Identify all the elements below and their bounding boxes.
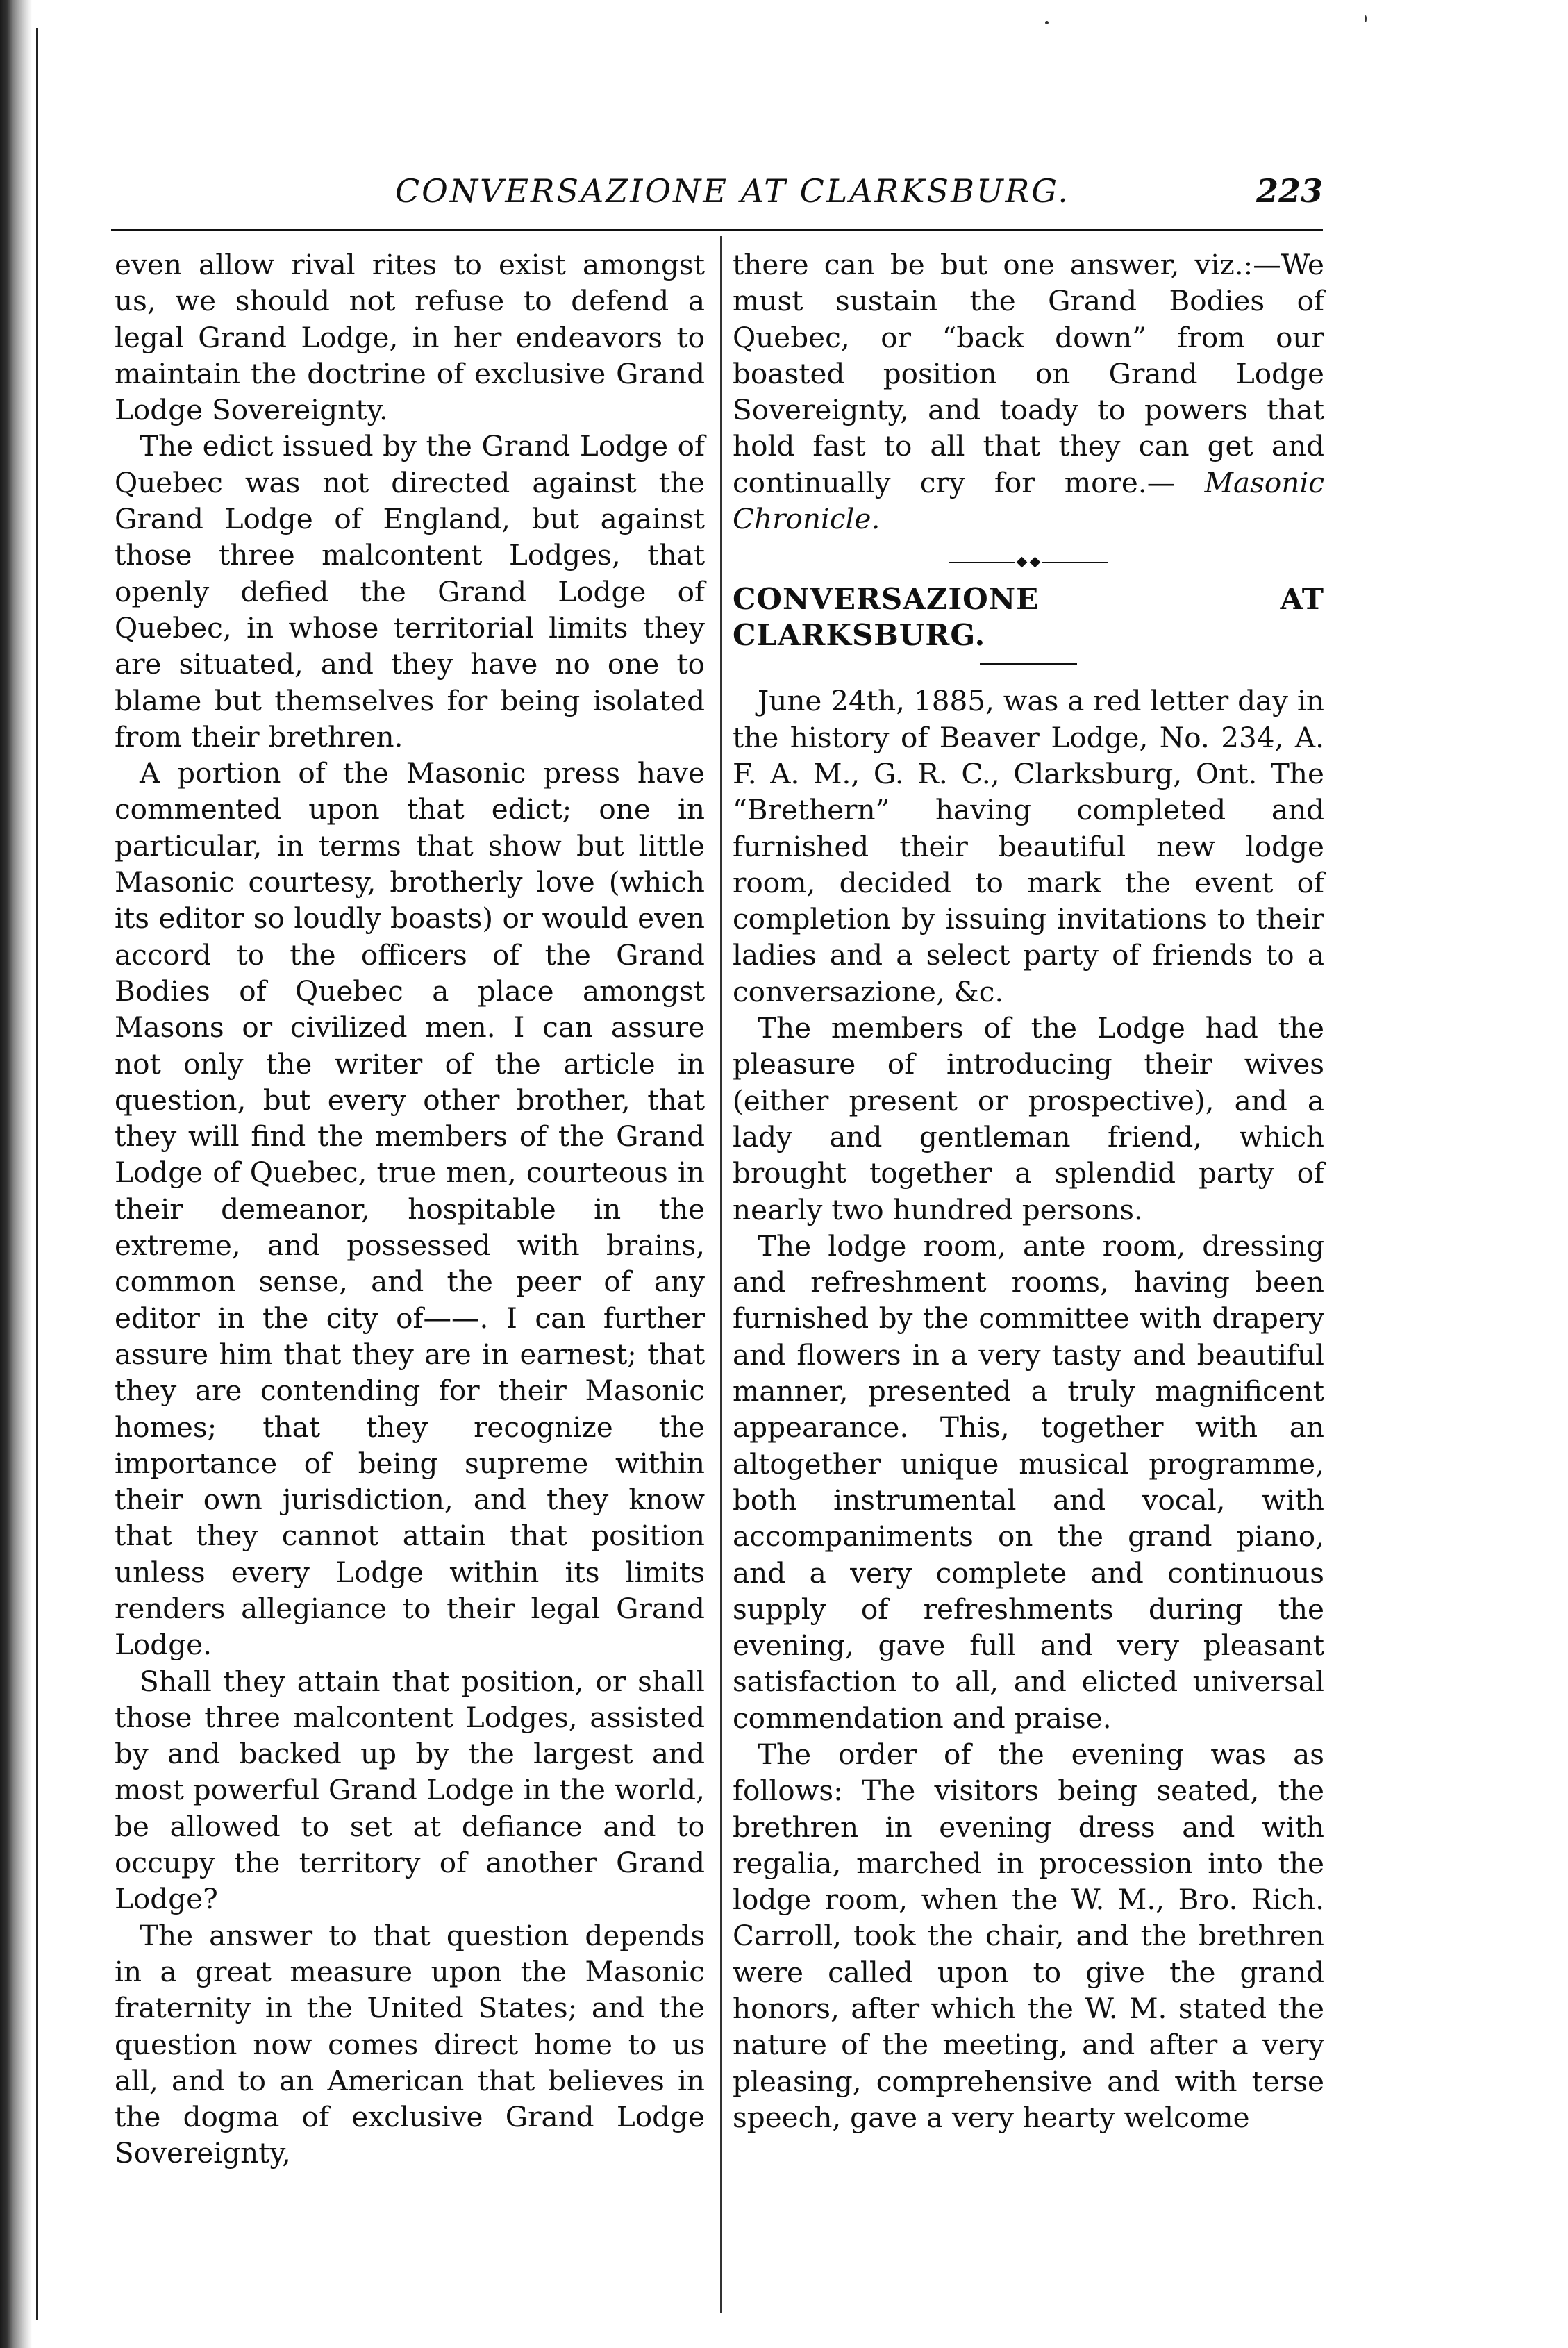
paragraph: The edict issued by the Grand Lodge of Quebec was not directed against the Grand Lodge of England, but against those three malcontent Lodges, that openly defied the Grand Lodge of Quebec, in whose territorial limits they are situated, and they have no one to blame but themselves for being isolated from their brethren. xyxy=(115,429,705,753)
print-speck xyxy=(1045,21,1049,24)
paragraph: The answer to that question depends in a great measure upon the Masonic fraternity in the United States; and the question now comes direct home to us all, and to an American that believes in the dogma of exclusive Grand Lodge Sovereignty, xyxy=(115,1918,705,2170)
running-header-title: CONVERSAZIONE AT CLARKSBURG. xyxy=(394,172,1071,210)
right-column xyxy=(733,247,1324,2135)
page-gutter-line xyxy=(36,28,38,2320)
paragraph: June 24th, 1885, was a red letter day in the history of Beaver Lodge, No. 234, A. F. A. M., G. R. C., Clarksburg, Ont. The “Brethern” having completed and furnished their beautiful new lodge room, decided to mark the event of completion by issuing invitations to their ladies and a select party of friends to a conversazione, &c. xyxy=(733,684,1324,1008)
article-title: CONVERSAZIONE AT CLARKSBURG. xyxy=(733,582,1324,653)
source-credit: Masonic Chronicle. xyxy=(733,465,1324,536)
paragraph: The members of the Lodge had the pleasure of introducing their wives (either present or prospective), and a lady and gentleman friend, which brought together a splendid party of nearly two hundred persons. xyxy=(733,1011,1324,1226)
section-ornament xyxy=(733,555,1324,565)
print-speck xyxy=(1365,15,1367,22)
paragraph: The lodge room, ante room, dressing and refreshment rooms, having been furnished by the committee with drapery and flowers in a very tasty and beautiful manner, presented a truly magnificent appearance. This, together with an altogether unique musical programme, both instrumental and vocal, with accompaniments on the grand piano, and a very complete and continuous supply of refreshments during the evening, gave full and very pleasant satisfaction to all, and elicted universal commendation and praise. xyxy=(733,1229,1324,1735)
paragraph: even allow rival rites to exist amongst us, we should not refuse to defend a legal Grand Lodge, in her endeavors to maintain the doctrine of exclusive Grand Lodge Sovereignty. xyxy=(115,248,705,427)
paragraph: The order of the evening was as follows: The visitors being seated, the brethren in evening dress and with regalia, marched in procession into the lodge room, when the W. M., Bro. Rich. Carroll, took the chair, and the brethren were called upon to give the grand honors, after which the W. M. stated the nature of the meeting, and after a very pleasing, comprehensive and with terse speech, gave a very hearty welcome xyxy=(733,1737,1324,2134)
column-divider xyxy=(720,236,722,2313)
header-rule xyxy=(111,229,1323,231)
continuation-text: there can be but one answer, viz.:—We must sustain the Grand Bodies of Quebec, or “back down” from our boasted position on Grand Lodge Sovereignty, and toady to powers that hold fast to all that they can get and continually cry for more.— xyxy=(733,248,1324,499)
paragraph: A portion of the Masonic press have commented upon that edict; one in particular, in terms that show but little Masonic courtesy, brotherly love (which its editor so loudly boasts) or would even accord to the officers of the Grand Bodies of Quebec a place amongst Masons or civilized men. I can assure not only the writer of the article in question, but every other brother, that they will find the members of the Grand Lodge of Quebec, true men, courteous in their demeanor, hospitable in the extreme, and possessed with brains, common sense, and the peer of any editor in the city of——. I can further assure him that they are in earnest; that they are contending for their Masonic homes; that they recognize the importance of being supreme within their own jurisdiction, and they know that they cannot attain that position unless every Lodge within its limits renders allegiance to their legal Grand Lodge. xyxy=(115,756,705,1662)
page-number: 223 xyxy=(1256,172,1323,210)
title-rule xyxy=(980,663,1077,665)
continuation-paragraph xyxy=(733,247,1324,537)
paragraph: Shall they attain that position, or shall those three malcontent Lodges, assisted by and backed up by the largest and most powerful Grand Lodge in the world, be allowed to set at defiance and to occupy the territory of another Grand Lodge? xyxy=(115,1664,705,1916)
book-spine-edge xyxy=(0,0,32,2348)
left-column xyxy=(115,247,705,2172)
